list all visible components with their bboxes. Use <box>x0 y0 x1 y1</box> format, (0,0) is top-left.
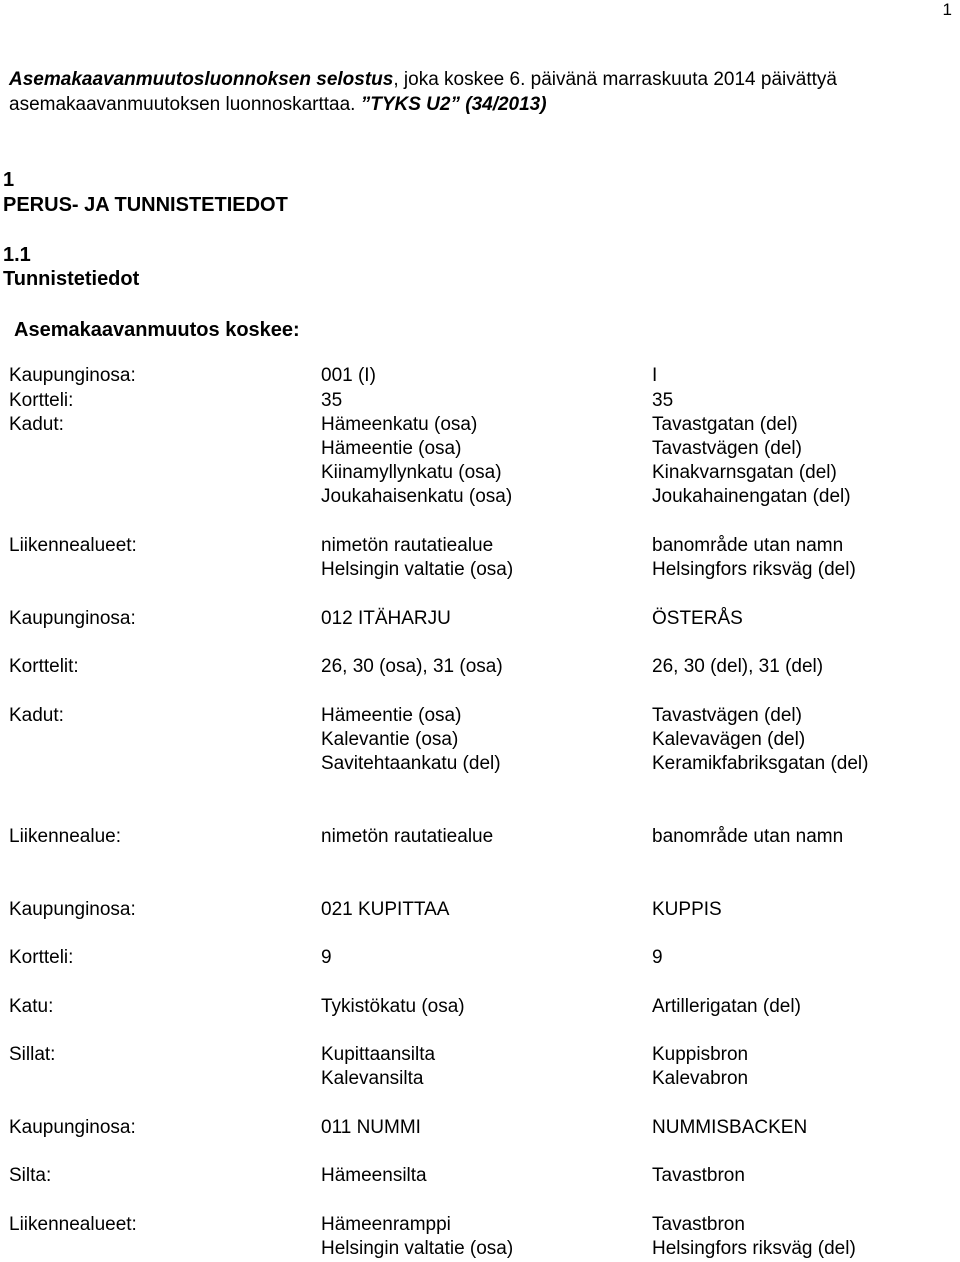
row-label-line: Silta: <box>9 1165 52 1186</box>
row-swedish-line: 26, 30 (del), 31 (del) <box>652 656 824 677</box>
row-finnish-line: 021 KUPITTAA <box>321 899 450 920</box>
row-label <box>9 898 136 922</box>
heading-1-number: 1 <box>3 169 15 191</box>
row-swedish-line: Tavastvägen (del) <box>652 705 802 726</box>
row-finnish <box>321 413 512 509</box>
row-finnish-line: Kupittaansilta <box>321 1044 436 1065</box>
row-label-line: Korttelit: <box>9 656 79 677</box>
row-swedish <box>652 946 663 970</box>
row-swedish <box>652 825 843 849</box>
row-label <box>9 704 64 728</box>
row-finnish-line: Helsingin valtatie (osa) <box>321 1238 514 1259</box>
heading-2-title: Tunnistetiedot <box>3 268 140 290</box>
row-finnish <box>321 389 342 413</box>
row-label <box>9 607 136 631</box>
row-label <box>9 946 73 970</box>
row-swedish-line: banområde utan namn <box>652 535 844 556</box>
row-label <box>9 1213 137 1237</box>
intro-line-2-text: asemakaavanmuutoksen luonnoskarttaa. <box>9 94 361 115</box>
row-swedish-line: KUPPIS <box>652 899 722 920</box>
row-finnish <box>321 364 376 388</box>
row-finnish <box>321 898 449 922</box>
row-label <box>9 534 137 558</box>
row-finnish <box>321 825 493 849</box>
row-finnish <box>321 1164 427 1188</box>
row-swedish <box>652 1116 807 1140</box>
row-finnish <box>321 607 451 631</box>
row-finnish-line: 9 <box>321 947 332 968</box>
row-label <box>9 655 79 679</box>
row-label <box>9 413 64 437</box>
row-finnish-line: Kiinamyllynkatu (osa) <box>321 462 502 483</box>
row-swedish <box>652 655 823 679</box>
page-number: 1 <box>942 0 952 19</box>
row-finnish <box>321 534 513 582</box>
row-finnish-line: Kalevantie (osa) <box>321 729 459 750</box>
row-label-line: Kaupunginosa: <box>9 365 136 386</box>
row-finnish-line: Savitehtaankatu (del) <box>321 753 501 774</box>
row-finnish-line: 011 NUMMI <box>321 1117 421 1138</box>
row-finnish-line: Tykistökatu (osa) <box>321 996 465 1017</box>
row-swedish-line: Kinakvarnsgatan (del) <box>652 462 837 483</box>
row-label <box>9 1164 51 1188</box>
row-label <box>9 825 121 849</box>
row-finnish-line: nimetön rautatiealue <box>321 535 494 556</box>
row-label <box>9 1043 55 1067</box>
row-swedish-line: NUMMISBACKEN <box>652 1117 808 1138</box>
row-finnish-line: 012 ITÄHARJU <box>321 608 451 629</box>
heading-2-number: 1.1 <box>3 244 31 266</box>
row-finnish-line: Hämeentie (osa) <box>321 438 462 459</box>
row-swedish-line: Tavastvägen (del) <box>652 438 802 459</box>
row-finnish-line: Kalevansilta <box>321 1068 424 1089</box>
row-finnish-line: Hämeensilta <box>321 1165 427 1186</box>
row-swedish-line: Helsingfors riksväg (del) <box>652 1238 856 1259</box>
row-label-line: Kaupunginosa: <box>9 899 136 920</box>
row-label-line: Katu: <box>9 996 54 1017</box>
row-swedish <box>652 898 722 922</box>
intro-line-2 <box>9 94 547 116</box>
project-code: ”TYKS U2” (34/2013) <box>360 94 547 115</box>
row-swedish <box>652 1164 745 1188</box>
row-finnish <box>321 1213 513 1261</box>
row-label-line: Kadut: <box>9 705 64 726</box>
row-finnish <box>321 1043 435 1091</box>
row-finnish <box>321 995 465 1019</box>
row-finnish-line: Hämeentie (osa) <box>321 705 462 726</box>
row-label <box>9 995 53 1019</box>
row-finnish-line: Hämeenramppi <box>321 1214 451 1235</box>
row-finnish-line: nimetön rautatiealue <box>321 826 494 847</box>
row-swedish <box>652 995 801 1019</box>
row-label <box>9 389 73 413</box>
row-swedish-line: Keramikfabriksgatan (del) <box>652 753 869 774</box>
row-finnish-line: Hämeenkatu (osa) <box>321 414 478 435</box>
row-swedish-line: Tavastbron <box>652 1214 745 1235</box>
intro-line-1-text: , joka koskee 6. päivänä marraskuuta 2014 päivättyä <box>393 69 837 90</box>
row-finnish <box>321 655 503 679</box>
intro-line-1 <box>9 69 837 91</box>
row-label <box>9 364 136 388</box>
row-finnish <box>321 946 332 970</box>
row-swedish <box>652 413 851 509</box>
row-swedish <box>652 389 673 413</box>
row-label-line: Kaupunginosa: <box>9 608 136 629</box>
row-swedish <box>652 364 657 388</box>
row-label-line: Kadut: <box>9 414 64 435</box>
row-swedish <box>652 607 743 631</box>
row-swedish-line: I <box>652 365 658 386</box>
section-lead: Asemakaavanmuutos koskee: <box>14 319 300 341</box>
row-finnish <box>321 704 501 776</box>
row-finnish-line: Helsingin valtatie (osa) <box>321 559 514 580</box>
heading-1-title: PERUS- JA TUNNISTETIEDOT <box>3 194 288 216</box>
row-finnish-line: 001 (I) <box>321 365 376 386</box>
row-label <box>9 1116 136 1140</box>
row-swedish-line: Kalevavägen (del) <box>652 729 806 750</box>
row-label-line: Kortteli: <box>9 947 74 968</box>
row-swedish-line: 35 <box>652 390 674 411</box>
row-swedish <box>652 534 856 582</box>
row-swedish-line: Tavastbron <box>652 1165 745 1186</box>
row-label-line: Liikennealueet: <box>9 535 137 556</box>
row-swedish <box>652 1043 748 1091</box>
row-swedish-line: Artillerigatan (del) <box>652 996 801 1017</box>
row-swedish <box>652 704 868 776</box>
row-label-line: Liikennealueet: <box>9 1214 137 1235</box>
row-swedish-line: ÖSTERÅS <box>652 608 743 629</box>
row-swedish <box>652 1213 856 1261</box>
row-swedish-line: Helsingfors riksväg (del) <box>652 559 856 580</box>
row-finnish-line: 35 <box>321 390 343 411</box>
row-label-line: Sillat: <box>9 1044 56 1065</box>
document-title: Asemakaavanmuutosluonnoksen selostus <box>9 69 394 90</box>
row-finnish-line: Joukahaisenkatu (osa) <box>321 486 513 507</box>
row-finnish <box>321 1116 421 1140</box>
row-swedish-line: Tavastgatan (del) <box>652 414 798 435</box>
row-swedish-line: Joukahainengatan (del) <box>652 486 851 507</box>
row-label-line: Kaupunginosa: <box>9 1117 136 1138</box>
row-swedish-line: banområde utan namn <box>652 826 844 847</box>
row-swedish-line: Kalevabron <box>652 1068 749 1089</box>
row-finnish-line: 26, 30 (osa), 31 (osa) <box>321 656 503 677</box>
row-swedish-line: 9 <box>652 947 663 968</box>
row-label-line: Liikennealue: <box>9 826 121 847</box>
row-swedish-line: Kuppisbron <box>652 1044 749 1065</box>
row-label-line: Kortteli: <box>9 390 74 411</box>
